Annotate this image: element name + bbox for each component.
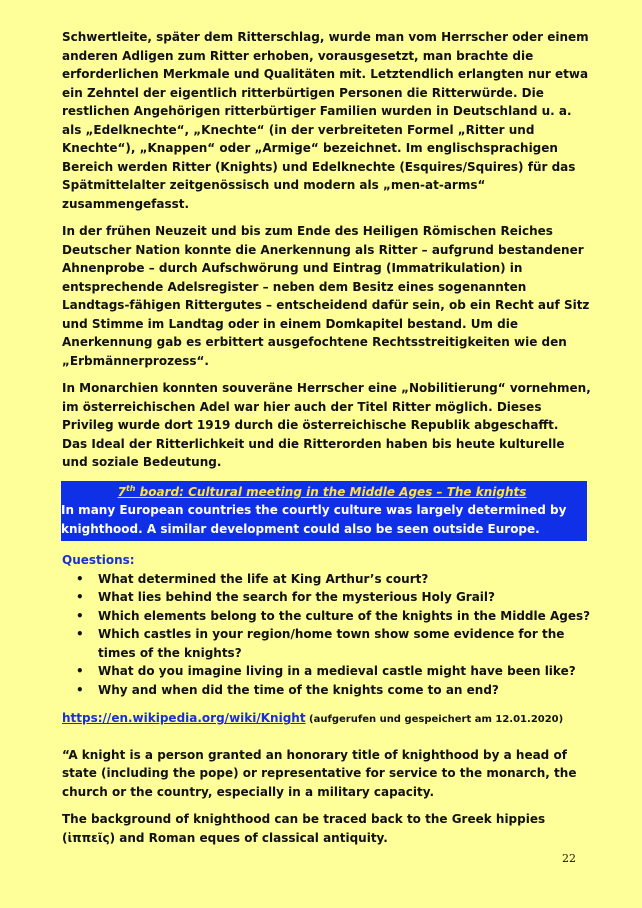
board-number: 7 [117, 484, 126, 499]
questions-list [62, 570, 592, 700]
background-paragraph: The background of knighthood can be traced back to the Greek hippies (ἱππεῖς) and Roman eques of classical antiquity. [62, 812, 546, 845]
paragraph-monarchien [62, 379, 592, 472]
board-text: In many European countries the courtly culture was largely determined by knighthood. A similar development could also be seen outside Europe. [61, 503, 567, 536]
question-item: • What determined the life at King Arthur’s court? [98, 570, 592, 589]
board-title-text: board: Cultural meeting in the Middle Ages – The knights [135, 484, 527, 499]
access-note: (aufgerufen und gespeichert am 12.01.2020) [305, 714, 564, 725]
question-item: • Why and when did the time of the knights come to an end? [98, 681, 592, 700]
board-box [61, 481, 587, 542]
paragraph-ideal-text: Das Ideal der Ritterlichkeit und die Ritterorden haben bis heute kulturelle und soziale Bedeutung. [62, 436, 565, 469]
paragraph-monarchien-text: In Monarchien konnten souveräne Herrscher eine „Nobilitierung“ vornehmen, im österreichischen Adel war hier auch der Titel Ritter möglich. Dieses Privileg wurde dort 1919 durch die österreichische Republik abgeschafft. [62, 381, 591, 432]
question-item: • Which castles in your region/home town show some evidence for the times of the knights? [98, 625, 592, 662]
page-number: 22 [562, 852, 576, 865]
board-title [61, 483, 583, 502]
source-line [62, 709, 592, 730]
page-content [62, 28, 592, 856]
board-number-suffix: th [125, 483, 136, 493]
question-item: • What do you imagine living in a medieval castle might have been like? [98, 662, 592, 681]
quote-paragraph: “A knight is a person granted an honorary title of knighthood by a head of state (including the pope) or representative for service to the monarch, the church or the country, especially in a military capacity. [62, 747, 577, 799]
wikipedia-link[interactable]: https://en.wikipedia.org/wiki/Knight [62, 711, 306, 725]
paragraph-schwertleite: Schwertleite, später dem Ritterschlag, wurde man vom Herrscher oder einem anderen Adligen zum Ritter erhoben, vorausgesetzt, man brachte die erforderlichen Merkmale und Qualitäten mit. Letztendlich erlangten nur etwa ein Zehntel der eigentlich ritterbürtigen Personen die Ritterwürde. Die restlichen Angehörigen ritterbürtiger Familien wurden in Deutschland u. a. als „Edelknechte“, „Knechte“ (in der verbreiteten Formel „Ritter und Knechte“), „Knappen“ oder „Armige“ bezeichnet. Im englischsprachigen Bereich werden Ritter (Knights) und Edelknechte (Esquires/Squires) für das Spätmittelalter zeitgenössisch und modern als „men-at-arms“ zusammengefasst. [62, 30, 589, 211]
question-item: • Which elements belong to the culture of the knights in the Middle Ages? [98, 607, 592, 626]
paragraph-fruehe-neuzeit: In der frühen Neuzeit und bis zum Ende des Heiligen Römischen Reiches Deutscher Nation konnte die Anerkennung als Ritter – aufgrund bestandener Ahnenprobe – durch Aufschwörung und Eintrag (Immatrikulation) in entsprechende Adelsregister – neben dem Besitz eines sogenannten Landtags-fähigen Rittergutes – entscheidend dafür sein, ob ein Recht auf Sitz und Stimme im Landtag oder in einem Domkapitel bestand. Um die Anerkennung gab es erbittert ausgefochtene Rechtsstreitigkeiten wie den „Erbmännerprozess“. [62, 224, 590, 368]
question-item: • What lies behind the search for the mysterious Holy Grail? [98, 588, 592, 607]
questions-heading: Questions: [62, 553, 135, 567]
